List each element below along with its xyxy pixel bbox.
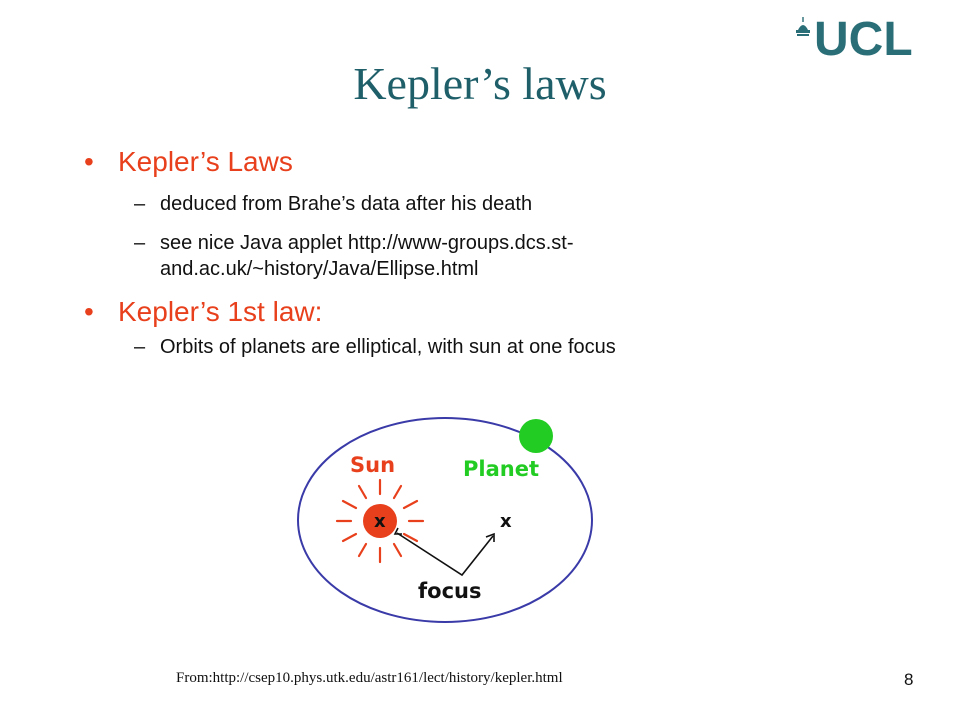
bullet-label: Kepler’s 1st law: bbox=[118, 296, 323, 327]
planet-label: Planet bbox=[463, 457, 539, 481]
sub-bullet-dash: – bbox=[134, 193, 146, 215]
sub-bullet-java-applet bbox=[134, 230, 574, 282]
sub-bullet-text-line1: see nice Java applet http://www-groups.dcs.st- bbox=[160, 232, 574, 254]
sub-bullet-text: Orbits of planets are elliptical, with sun at one focus bbox=[160, 336, 616, 358]
sun-label: Sun bbox=[350, 453, 396, 477]
ucl-logo bbox=[792, 12, 934, 60]
slide-title: Kepler’s laws bbox=[353, 58, 607, 109]
empty-focus-marker: x bbox=[500, 511, 512, 532]
focus-arrows bbox=[395, 528, 494, 575]
sub-bullet-orbits-elliptical bbox=[134, 334, 616, 360]
sub-bullet-dash: – bbox=[134, 232, 146, 254]
sub-bullet-text-line2: and.ac.uk/~history/Java/Ellipse.html bbox=[160, 258, 479, 280]
bullet-first-law bbox=[84, 296, 323, 328]
bullet-keplers-laws bbox=[84, 146, 293, 178]
focus-label: focus bbox=[418, 579, 482, 603]
ucl-logo-text: UCL bbox=[814, 13, 913, 60]
sub-bullet-dash: – bbox=[134, 336, 146, 358]
sun-focus-marker: x bbox=[374, 511, 386, 532]
ucl-logo-dome-icon bbox=[796, 17, 810, 36]
page-number: 8 bbox=[904, 670, 914, 689]
bullet-dot: • bbox=[84, 146, 94, 177]
bullet-dot: • bbox=[84, 296, 94, 327]
planet-circle bbox=[519, 419, 553, 453]
sub-bullet-brahe-data bbox=[134, 191, 533, 217]
sub-bullet-text: deduced from Brahe’s data after his death bbox=[160, 193, 533, 215]
orbit-diagram bbox=[290, 410, 610, 630]
source-citation: From:http://csep10.phys.utk.edu/astr161/lect/history/kepler.html bbox=[176, 670, 563, 686]
bullet-label: Kepler’s Laws bbox=[118, 146, 293, 177]
